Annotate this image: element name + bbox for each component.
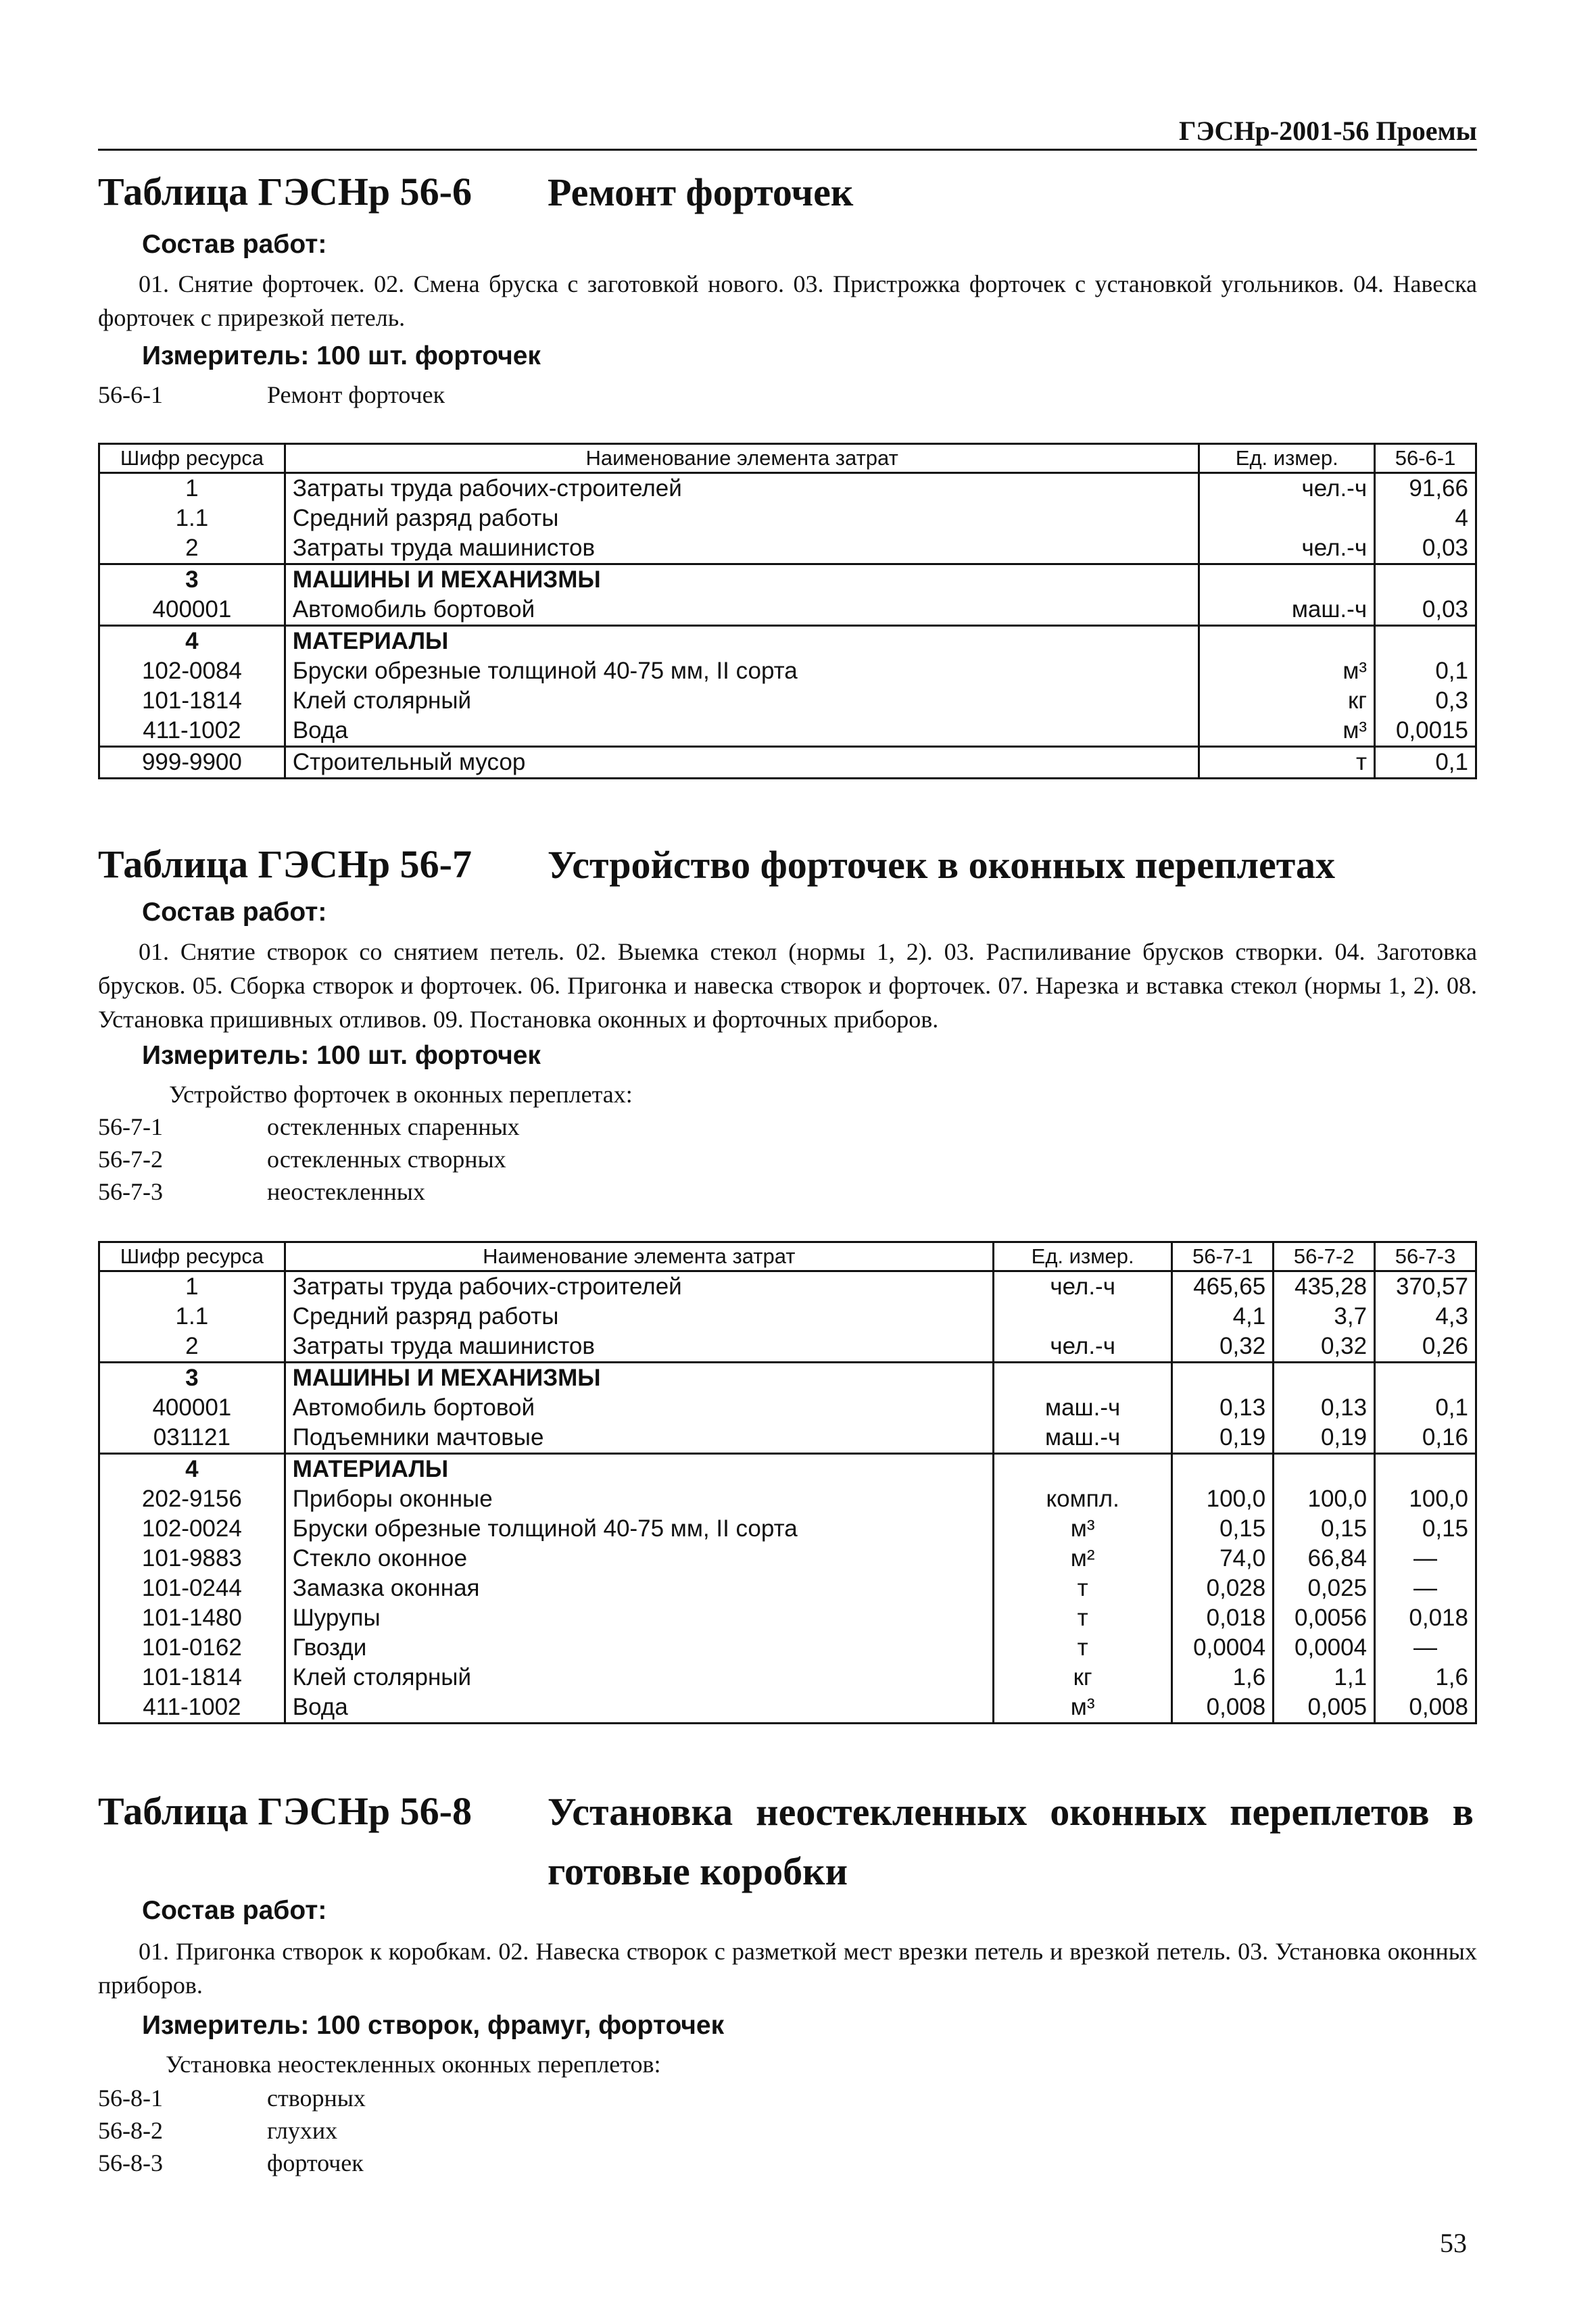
norm-intro-text: Установка неостекленных оконных переплетов: [166, 2051, 661, 2078]
norm-code: 56-8-2 [98, 2117, 163, 2144]
cell-value: 0,15 [1375, 1514, 1476, 1544]
cell-code: 031121 [99, 1423, 285, 1454]
cell-code: 101-1814 [99, 1663, 285, 1692]
cell-unit: т [1199, 747, 1375, 779]
cell-code: 1.1 [99, 1302, 285, 1332]
cell-value: 0,0056 [1274, 1603, 1375, 1633]
cell-value: 100,0 [1172, 1484, 1274, 1514]
header-divider [98, 149, 1477, 151]
table-row [99, 716, 1476, 747]
cell-value [1375, 564, 1476, 595]
cell-code: 411-1002 [99, 716, 285, 747]
cell-value: 0,03 [1375, 595, 1476, 626]
norm-code: 56-8-3 [98, 2149, 163, 2176]
cell-unit: м³ [1199, 656, 1375, 686]
cell-value: 0,025 [1274, 1574, 1375, 1603]
cell-code: 202-9156 [99, 1484, 285, 1514]
cell-value: — [1375, 1633, 1476, 1663]
norm-label: неостекленных [267, 1178, 425, 1205]
cell-unit [993, 1302, 1171, 1332]
meter-label: Измеритель: 100 шт. форточек [142, 341, 541, 370]
cell-code: 101-1480 [99, 1603, 285, 1633]
norm-intro [98, 2048, 661, 2080]
cell-value: 0,028 [1172, 1574, 1274, 1603]
cell-code: 999-9900 [99, 747, 285, 779]
table-name: Ремонт форточек [548, 170, 854, 214]
cell-code: 102-0024 [99, 1514, 285, 1544]
cell-unit: кг [1199, 686, 1375, 716]
table-row [99, 1271, 1476, 1302]
cell-unit [1199, 504, 1375, 533]
cell-unit: чел.-ч [993, 1332, 1171, 1363]
cell-code: 400001 [99, 1393, 285, 1423]
cell-value: 0,005 [1274, 1692, 1375, 1724]
cell-name: Затраты труда машинистов [285, 533, 1199, 564]
table-name: Установка неостекленных оконных переплетов в готовые коробки [548, 1790, 1474, 1893]
cell-unit: т [993, 1574, 1171, 1603]
table-row [99, 1393, 1476, 1423]
cell-value: — [1375, 1574, 1476, 1603]
cell-value: 0,0015 [1375, 716, 1476, 747]
cell-name: Строительный мусор [285, 747, 1199, 779]
work-composition-label: Состав работ: [142, 898, 327, 927]
cell-value: 4,1 [1172, 1302, 1274, 1332]
cell-code: 2 [99, 1332, 285, 1363]
cell-value: 0,26 [1375, 1332, 1476, 1363]
cell-value: 0,1 [1375, 1393, 1476, 1423]
norm-label: остекленных створных [267, 1146, 506, 1173]
cell-name: МАШИНЫ И МЕХАНИЗМЫ [285, 1363, 993, 1394]
resource-table-56-7 [98, 1241, 1477, 1724]
table-56-8-title [98, 1788, 1477, 1909]
cell-name: Замазка оконная [285, 1574, 993, 1603]
norm-line [98, 2082, 366, 2114]
column-header: 56-7-1 [1172, 1242, 1274, 1271]
column-header: 56-7-3 [1375, 1242, 1476, 1271]
cell-code: 101-1814 [99, 686, 285, 716]
cell-value: 0,15 [1172, 1514, 1274, 1544]
cell-value [1375, 1454, 1476, 1485]
table-code: Таблица ГЭСНр 56-8 [98, 1789, 472, 1833]
table-row [99, 1603, 1476, 1633]
cell-name: Затраты труда рабочих-строителей [285, 473, 1199, 504]
table-row [99, 1454, 1476, 1485]
cell-name: Затраты труда рабочих-строителей [285, 1271, 993, 1302]
table-row [99, 1302, 1476, 1332]
cell-name: Клей столярный [285, 1663, 993, 1692]
table-row [99, 1363, 1476, 1394]
cell-code: 411-1002 [99, 1692, 285, 1724]
norm-line [98, 1111, 520, 1143]
work-composition-text: 01. Пригонка створок к коробкам. 02. Навеска створок с разметкой мест врезки петель и врезкой петель. 03. Установка оконных приборов. [98, 1938, 1477, 1999]
table-row [99, 747, 1476, 779]
cell-name: Бруски обрезные толщиной 40-75 мм, II сорта [285, 1514, 993, 1544]
table-header-row [99, 1242, 1476, 1271]
norm-line [98, 2147, 364, 2179]
cell-value: 0,008 [1375, 1692, 1476, 1724]
cell-code: 1.1 [99, 504, 285, 533]
norm-label: Ремонт форточек [267, 381, 445, 408]
cell-name: Стекло оконное [285, 1544, 993, 1574]
cell-value: 0,32 [1172, 1332, 1274, 1363]
table-row [99, 686, 1476, 716]
norm-line [98, 1143, 506, 1175]
cell-value: 100,0 [1375, 1484, 1476, 1514]
cell-name: Вода [285, 716, 1199, 747]
cell-value: 0,0004 [1172, 1633, 1274, 1663]
cell-value: 0,1 [1375, 747, 1476, 779]
column-header: Ед. измер. [1199, 444, 1375, 473]
cell-value: 0,018 [1172, 1603, 1274, 1633]
norm-code: 56-7-2 [98, 1146, 163, 1173]
cell-name: Шурупы [285, 1603, 993, 1633]
norm-label: створных [267, 2085, 366, 2112]
cell-unit: маш.-ч [1199, 595, 1375, 626]
cell-unit: м² [993, 1544, 1171, 1574]
cell-code: 4 [99, 1454, 285, 1485]
column-header: Ед. измер. [993, 1242, 1171, 1271]
table-row [99, 656, 1476, 686]
cell-value: 0,13 [1172, 1393, 1274, 1423]
work-composition-label: Состав работ: [142, 1896, 327, 1925]
table-code: Таблица ГЭСНр 56-6 [98, 170, 472, 214]
cell-value: 0,03 [1375, 533, 1476, 564]
table-row [99, 564, 1476, 595]
cell-code: 2 [99, 533, 285, 564]
norm-label: форточек [267, 2149, 364, 2176]
cell-code: 102-0084 [99, 656, 285, 686]
cell-name: МАТЕРИАЛЫ [285, 626, 1199, 657]
table-code: Таблица ГЭСНр 56-7 [98, 842, 472, 886]
column-header: Наименование элемента затрат [285, 444, 1199, 473]
running-header: ГЭСНр-2001-56 Проемы [1178, 116, 1477, 146]
cell-code: 3 [99, 1363, 285, 1394]
table-row [99, 533, 1476, 564]
norm-line [98, 2114, 337, 2147]
cell-value: 91,66 [1375, 473, 1476, 504]
table-row [99, 1484, 1476, 1514]
table-row [99, 595, 1476, 626]
table-row [99, 473, 1476, 504]
cell-unit: м³ [993, 1514, 1171, 1544]
cell-unit: чел.-ч [1199, 473, 1375, 504]
cell-value: 1,6 [1172, 1663, 1274, 1692]
norm-label: остекленных спаренных [267, 1113, 520, 1140]
resource-table-56-6 [98, 443, 1477, 779]
cell-code: 101-9883 [99, 1544, 285, 1574]
cell-value: — [1375, 1544, 1476, 1574]
cell-unit [993, 1454, 1171, 1485]
cell-value: 74,0 [1172, 1544, 1274, 1574]
column-header: Шифр ресурса [99, 444, 285, 473]
cell-value: 4 [1375, 504, 1476, 533]
cell-name: Автомобиль бортовой [285, 1393, 993, 1423]
column-header: Наименование элемента затрат [285, 1242, 993, 1271]
cell-name: Средний разряд работы [285, 504, 1199, 533]
cell-value: 1,1 [1274, 1663, 1375, 1692]
cell-unit: компл. [993, 1484, 1171, 1514]
cell-value: 0,008 [1172, 1692, 1274, 1724]
meter-label: Измеритель: 100 створок, фрамуг, форточек [142, 2011, 725, 2040]
norm-code: 56-8-1 [98, 2085, 163, 2112]
table-row [99, 626, 1476, 657]
cell-name: Вода [285, 1692, 993, 1724]
cell-name: Средний разряд работы [285, 1302, 993, 1332]
cell-value: 0,018 [1375, 1603, 1476, 1633]
cell-unit [993, 1363, 1171, 1394]
cell-value: 0,0004 [1274, 1633, 1375, 1663]
table-56-7-title [98, 842, 1477, 902]
cell-unit [1199, 626, 1375, 657]
cell-unit: т [993, 1603, 1171, 1633]
cell-value [1375, 1363, 1476, 1394]
cell-value: 0,13 [1274, 1393, 1375, 1423]
cell-code: 400001 [99, 595, 285, 626]
cell-value: 100,0 [1274, 1484, 1375, 1514]
cell-value [1274, 1454, 1375, 1485]
norm-label: глухих [267, 2117, 338, 2144]
table-row [99, 1423, 1476, 1454]
cell-value: 4,3 [1375, 1302, 1476, 1332]
cell-name: МАШИНЫ И МЕХАНИЗМЫ [285, 564, 1199, 595]
table-row [99, 1574, 1476, 1603]
cell-value: 0,1 [1375, 656, 1476, 686]
cell-code: 101-0162 [99, 1633, 285, 1663]
cell-value: 0,19 [1274, 1423, 1375, 1454]
cell-code: 1 [99, 1271, 285, 1302]
work-composition-text: 01. Снятие форточек. 02. Смена бруска с заготовкой нового. 03. Пристрожка форточек с установкой угольников. 04. Навеска форточек с прирезкой петель. [98, 270, 1477, 331]
cell-value: 1,6 [1375, 1663, 1476, 1692]
cell-unit: маш.-ч [993, 1423, 1171, 1454]
cell-name: Автомобиль бортовой [285, 595, 1199, 626]
cell-name: Бруски обрезные толщиной 40-75 мм, II сорта [285, 656, 1199, 686]
meter-label: Измеритель: 100 шт. форточек [142, 1041, 541, 1070]
norm-code: 56-7-1 [98, 1113, 163, 1140]
cell-name: Приборы оконные [285, 1484, 993, 1514]
cell-unit: т [993, 1633, 1171, 1663]
cell-value: 0,16 [1375, 1423, 1476, 1454]
table-row [99, 1544, 1476, 1574]
cell-value: 66,84 [1274, 1544, 1375, 1574]
cell-value: 465,65 [1172, 1271, 1274, 1302]
cell-unit [1199, 564, 1375, 595]
cell-value: 0,19 [1172, 1423, 1274, 1454]
cell-value [1274, 1363, 1375, 1394]
cell-unit: чел.-ч [1199, 533, 1375, 564]
column-header: 56-7-2 [1274, 1242, 1375, 1271]
table-row [99, 1633, 1476, 1663]
table-header-row [99, 444, 1476, 473]
cell-name: Подъемники мачтовые [285, 1423, 993, 1454]
work-composition-label: Состав работ: [142, 230, 327, 259]
cell-code: 1 [99, 473, 285, 504]
page-number: 53 [1440, 2228, 1467, 2258]
norm-code: 56-7-3 [98, 1178, 163, 1205]
cell-value: 0,15 [1274, 1514, 1375, 1544]
table-name: Устройство форточек в оконных переплетах [548, 843, 1335, 887]
table-row [99, 1663, 1476, 1692]
norm-line [98, 379, 445, 411]
table-row [99, 1514, 1476, 1544]
table-row [99, 1692, 1476, 1724]
cell-value: 435,28 [1274, 1271, 1375, 1302]
cell-value: 0,32 [1274, 1332, 1375, 1363]
table-row [99, 504, 1476, 533]
cell-name: Затраты труда машинистов [285, 1332, 993, 1363]
cell-value: 370,57 [1375, 1271, 1476, 1302]
cell-unit: кг [993, 1663, 1171, 1692]
cell-unit: м³ [1199, 716, 1375, 747]
table-56-6-title [98, 169, 1477, 230]
cell-unit: м³ [993, 1692, 1171, 1724]
work-composition-text: 01. Снятие створок со снятием петель. 02. Выемка стекол (нормы 1, 2). 03. Распиливание брусков створки. 04. Заготовка брусков. 05. Сборка створок и форточек. 06. Пригонка и навеска створок и форточек. 07. Нарезка и вставка стекол (нормы 1, 2). 08. Установка пришивных отливов. 09. Постановка оконных и форточных приборов. [98, 938, 1477, 1033]
norm-intro-text: Устройство форточек в оконных переплетах: [169, 1081, 633, 1108]
cell-value: 3,7 [1274, 1302, 1375, 1332]
cell-value [1172, 1454, 1274, 1485]
cell-unit: чел.-ч [993, 1271, 1171, 1302]
cell-code: 101-0244 [99, 1574, 285, 1603]
cell-name: МАТЕРИАЛЫ [285, 1454, 993, 1485]
cell-value [1172, 1363, 1274, 1394]
cell-name: Клей столярный [285, 686, 1199, 716]
cell-code: 3 [99, 564, 285, 595]
cell-code: 4 [99, 626, 285, 657]
cell-name: Гвозди [285, 1633, 993, 1663]
norm-code: 56-6-1 [98, 381, 163, 408]
column-header: Шифр ресурса [99, 1242, 285, 1271]
column-header: 56-6-1 [1375, 444, 1476, 473]
norm-intro [98, 1078, 633, 1111]
cell-unit: маш.-ч [993, 1393, 1171, 1423]
norm-line [98, 1175, 425, 1208]
cell-value [1375, 626, 1476, 657]
table-row [99, 1332, 1476, 1363]
cell-value: 0,3 [1375, 686, 1476, 716]
